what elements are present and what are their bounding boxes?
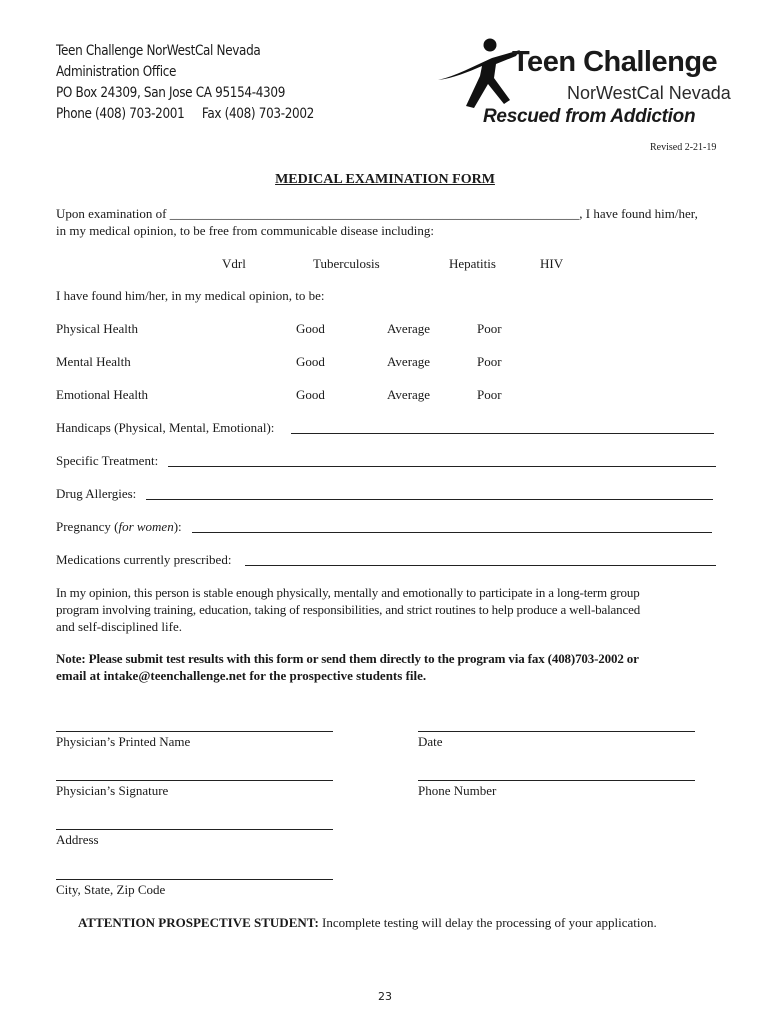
opinion-line-3: and self-disciplined life. bbox=[56, 619, 182, 634]
treatment-label: Specific Treatment: bbox=[56, 453, 159, 468]
disease-hiv[interactable]: HIV bbox=[540, 256, 564, 271]
attention-notice bbox=[78, 915, 657, 931]
logo-title: Teen Challenge bbox=[512, 46, 718, 78]
mental-health-label: Mental Health bbox=[56, 354, 131, 369]
po-box: PO Box 24309, San Jose CA 95154-4309 bbox=[56, 85, 286, 101]
treatment-field[interactable] bbox=[168, 466, 716, 467]
note-line-1: Note: Please submit test results with this form or send them directly to the program via fax (408)703-2002 or bbox=[56, 651, 639, 666]
handicaps-field[interactable] bbox=[291, 433, 714, 434]
intro-prefix: Upon examination of bbox=[56, 206, 167, 221]
allergies-field[interactable] bbox=[146, 499, 713, 500]
logo-tagline: Rescued from Addiction bbox=[483, 106, 696, 127]
disease-vdrl[interactable]: Vdrl bbox=[222, 256, 246, 271]
physical-health-label: Physical Health bbox=[56, 321, 138, 336]
pregnancy-italic: for women bbox=[118, 519, 174, 534]
pregnancy-field[interactable] bbox=[192, 532, 712, 533]
signature-line[interactable] bbox=[56, 780, 333, 781]
phone-number: Phone (408) 703-2001 bbox=[56, 106, 185, 122]
signature-label: Physician’s Signature bbox=[56, 783, 169, 798]
emotional-health-label: Emotional Health bbox=[56, 387, 149, 402]
fax-number: Fax (408) 703-2002 bbox=[201, 106, 314, 122]
opinion-line-1: In my opinion, this person is stable enough physically, mentally and emotionally to participate in a long-term group bbox=[56, 585, 640, 600]
allergies-label: Drug Allergies: bbox=[56, 486, 137, 501]
printed-name-line[interactable] bbox=[56, 731, 333, 732]
mental-good-option[interactable]: Good bbox=[296, 354, 325, 369]
printed-name-label: Physician’s Printed Name bbox=[56, 734, 191, 749]
address-line[interactable] bbox=[56, 829, 333, 830]
pregnancy-label bbox=[56, 519, 182, 535]
attention-label: ATTENTION PROSPECTIVE STUDENT: bbox=[78, 915, 319, 930]
date-line[interactable] bbox=[418, 731, 695, 732]
pregnancy-suffix: ): bbox=[173, 519, 182, 534]
mental-poor-option[interactable]: Poor bbox=[477, 354, 502, 369]
medications-label: Medications currently prescribed: bbox=[56, 552, 232, 567]
emotional-poor-option[interactable]: Poor bbox=[477, 387, 502, 402]
page-number: 23 bbox=[378, 990, 392, 1003]
opinion-line-2: program involving training, education, taking of responsibilities, and strict routines to help produce a well-balanced bbox=[56, 602, 641, 617]
patient-name-field[interactable]: _______________________________________________________________ bbox=[169, 206, 580, 221]
intro-line-2: in my medical opinion, to be free from communicable disease including: bbox=[56, 223, 434, 238]
attention-text: Incomplete testing will delay the processing of your application. bbox=[318, 915, 657, 930]
city-line[interactable] bbox=[56, 879, 333, 880]
intro-line-1 bbox=[56, 206, 698, 222]
mental-average-option[interactable]: Average bbox=[387, 354, 431, 369]
health-intro: I have found him/her, in my medical opinion, to be: bbox=[56, 288, 325, 303]
intro-suffix: , I have found him/her, bbox=[579, 206, 698, 221]
physical-poor-option[interactable]: Poor bbox=[477, 321, 502, 336]
office-name: Administration Office bbox=[56, 64, 177, 80]
form-title: MEDICAL EXAMINATION FORM bbox=[275, 172, 495, 187]
medications-field[interactable] bbox=[245, 565, 716, 566]
logo-subtitle: NorWestCal Nevada bbox=[567, 83, 731, 103]
physical-average-option[interactable]: Average bbox=[387, 321, 431, 336]
emotional-good-option[interactable]: Good bbox=[296, 387, 325, 402]
note-line-2: email at intake@teenchallenge.net for the prospective students file. bbox=[56, 668, 427, 683]
pregnancy-prefix: Pregnancy ( bbox=[56, 519, 119, 534]
address-label: Address bbox=[56, 832, 99, 847]
phone-label: Phone Number bbox=[418, 783, 497, 798]
city-label: City, State, Zip Code bbox=[56, 882, 166, 897]
revised-date: Revised 2-21-19 bbox=[650, 142, 717, 153]
date-label: Date bbox=[418, 734, 443, 749]
emotional-average-option[interactable]: Average bbox=[387, 387, 431, 402]
phone-fax-line bbox=[56, 104, 314, 125]
org-name: Teen Challenge NorWestCal Nevada bbox=[56, 43, 261, 59]
disease-hepatitis[interactable]: Hepatitis bbox=[449, 256, 496, 271]
phone-line[interactable] bbox=[418, 780, 695, 781]
physical-good-option[interactable]: Good bbox=[296, 321, 325, 336]
handicaps-label: Handicaps (Physical, Mental, Emotional): bbox=[56, 420, 275, 435]
disease-tuberculosis[interactable]: Tuberculosis bbox=[313, 256, 380, 271]
